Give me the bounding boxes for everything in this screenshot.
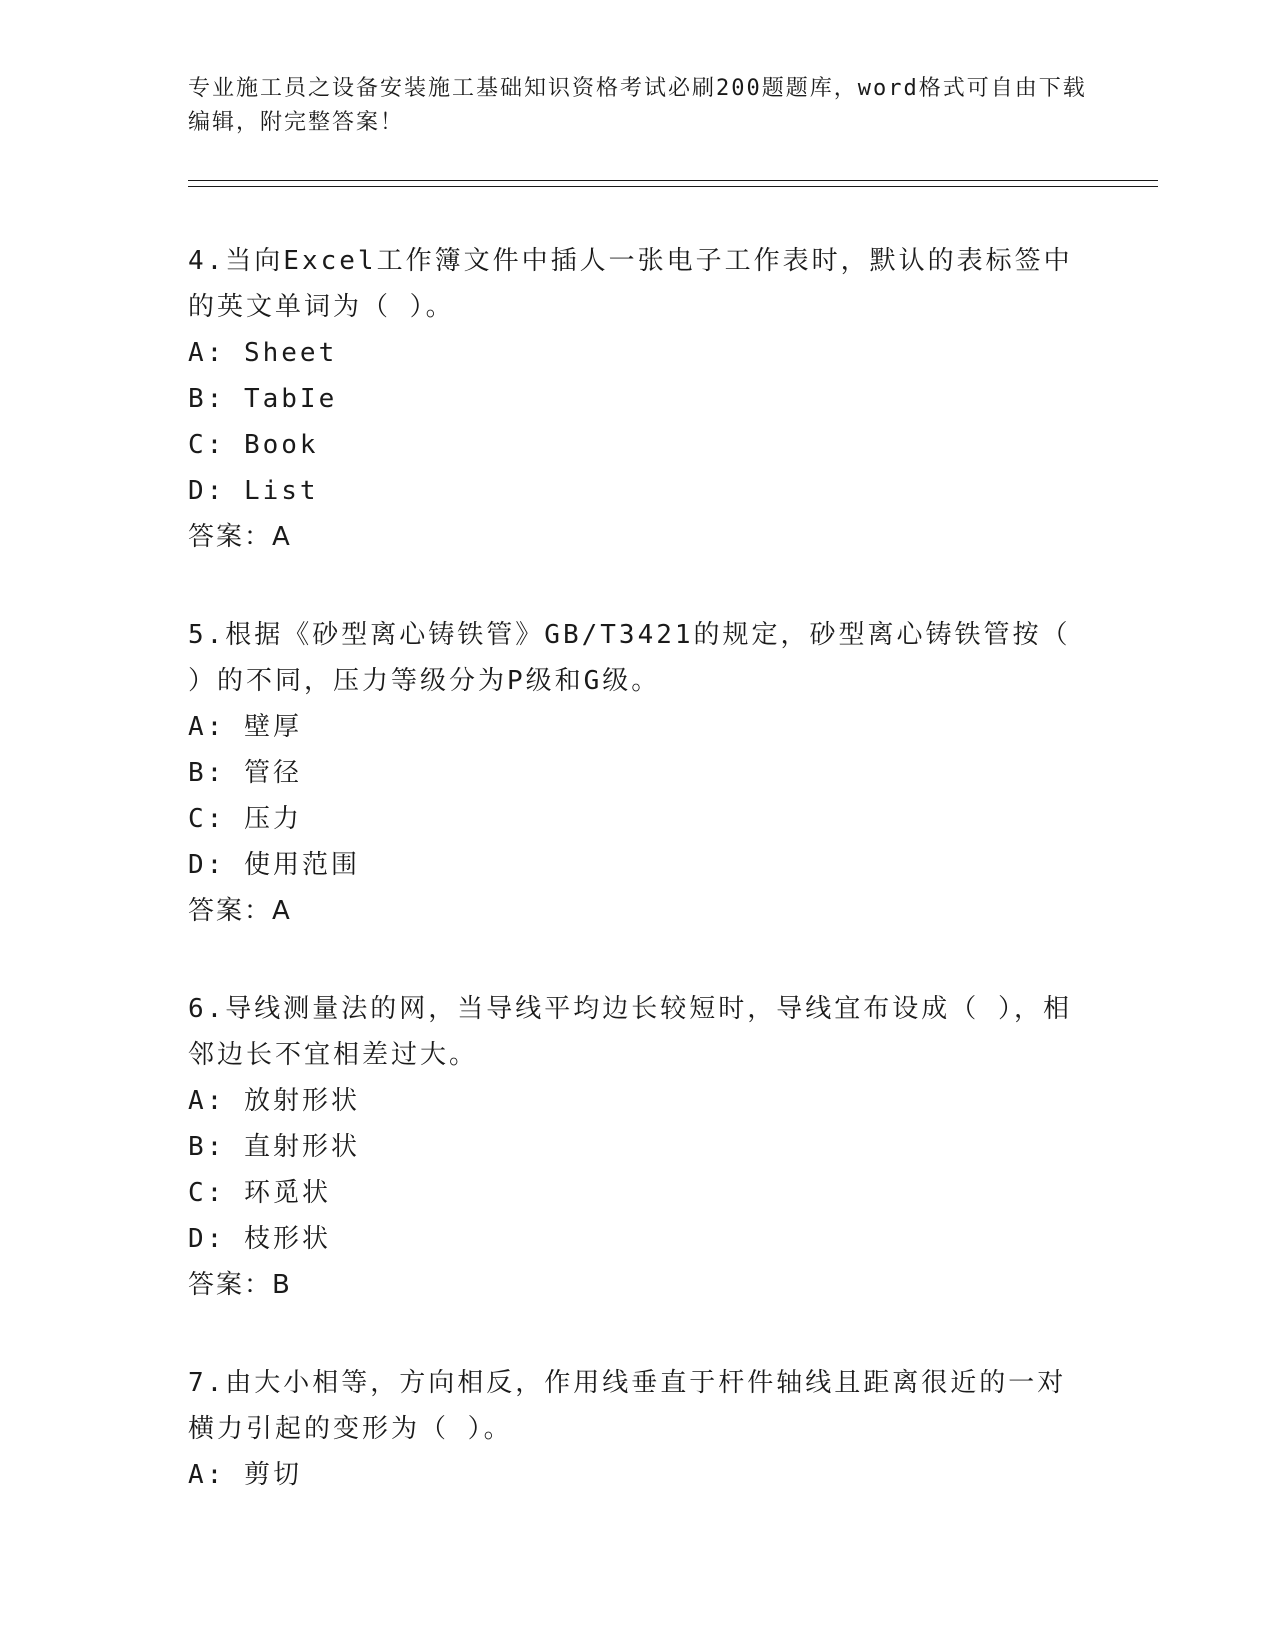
option-a: A: 放射形状 [188, 1086, 360, 1116]
question-stem: 4.当向Excel工作簿文件中插人一张电子工作表时，默认的表标签中的英文单词为（ ）。 [188, 246, 1073, 322]
option-a: A: Sheet [188, 338, 338, 368]
question-item-5 [188, 612, 1088, 934]
option-d: D: 使用范围 [188, 850, 360, 880]
option-b: B: 直射形状 [188, 1132, 360, 1162]
option-c: C: Book [188, 430, 319, 460]
question-item-7 [188, 1360, 1088, 1498]
question-stem: 6.导线测量法的网，当导线平均边长较短时，导线宜布设成（ ），相邻边长不宜相差过大。 [188, 994, 1072, 1070]
option-a: A: 壁厚 [188, 712, 302, 742]
question-item-6 [188, 986, 1088, 1308]
option-b: B: TabIe [188, 384, 338, 414]
question-list [188, 238, 1088, 1550]
answer-label: 答案：B [188, 1270, 292, 1300]
option-d: D: List [188, 476, 319, 506]
question-stem: 5.根据《砂型离心铸铁管》GB/T3421的规定，砂型离心铸铁管按（ ）的不同，压力等级分为P级和G级。 [188, 620, 1071, 696]
option-b: B: 管径 [188, 758, 302, 788]
question-stem: 7.由大小相等，方向相反，作用线垂直于杆件轴线且距离很近的一对横力引起的变形为（ ）。 [188, 1368, 1067, 1444]
option-d: D: 枝形状 [188, 1224, 331, 1254]
option-a: A: 剪切 [188, 1460, 302, 1490]
document-header: 专业施工员之设备安装施工基础知识资格考试必刷200题题库，word格式可自由下载编辑，附完整答案！ [188, 76, 1087, 135]
answer-label: 答案：A [188, 522, 292, 552]
option-c: C: 环觅状 [188, 1178, 331, 1208]
question-item-4 [188, 238, 1088, 560]
answer-label: 答案：A [188, 896, 292, 926]
header-divider-bottom [188, 186, 1158, 187]
header-divider-top [188, 180, 1158, 181]
option-c: C: 压力 [188, 804, 302, 834]
